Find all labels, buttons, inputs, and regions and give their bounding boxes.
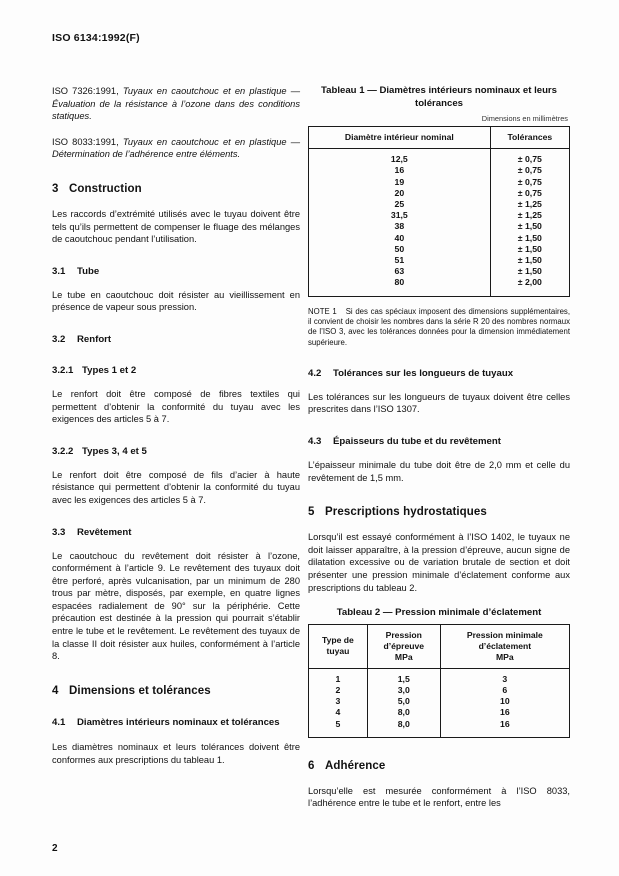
table-header-row [309, 624, 570, 668]
header-line: d’épreuve [383, 640, 425, 651]
reference-id: ISO 8033:1991, [52, 136, 123, 147]
clause-number: 3.2.1 [52, 364, 74, 376]
table-1-caption: Tableau 1 — Diamètres intérieurs nominaux et leurs tolérances [320, 85, 557, 109]
cell-test-pressure: 3,0 [367, 685, 440, 696]
clause-number: 4.2 [308, 367, 322, 379]
paragraph-clause-3-3: Le caoutchouc du revêtement doit résister à l’ozone, conformément à l’article 9. Le revêtement des tuyaux doit être perforé, après vulcanisation, par un minimum de 280 trous par mètre, disposés, par exemple, en quatre lignes espacées radialement de 90° sur la périphérie. Cette précaution est destinée à la pression qui pourrait s’établir entre le tube et le revêtement. Le revêtement des tuyaux de la classe II doit résister aux huiles, conformément à l’article 8. [52, 550, 300, 662]
paragraph-clause-6: Lorsqu’elle est mesurée conformément à l’ISO 8033, l’adhérence entre le tube et le renfort, entre les [308, 785, 570, 809]
table-row [309, 266, 570, 277]
cell-burst-pressure: 10 [440, 696, 569, 707]
paragraph-clause-3-2-1: Le renfort doit être composé de fibres textiles qui permettent d’obtenir la conformité du tuyau avec les exigences des articles 5 à 7. [52, 388, 300, 425]
table-row [309, 244, 570, 255]
paragraph-clause-3: Les raccords d’extrémité utilisés avec le tuyau doivent être tels qu’ils permettent de compenser le fluage des mélanges de caoutchouc pendant l’utilisation. [52, 208, 300, 245]
table-1-head [309, 127, 570, 149]
clause-title: Types 1 et 2 [82, 364, 137, 376]
clause-title: Prescriptions hydrostatiques [325, 506, 487, 519]
cell-diameter: 25 [394, 199, 405, 209]
clause-title: Épaisseurs du tube et du revêtement [333, 436, 501, 447]
cell-test-pressure: 8,0 [367, 707, 440, 718]
table-row [309, 177, 570, 188]
table-row [309, 233, 570, 244]
clause-title: Construction [69, 182, 142, 195]
cell-tolerance: ± 0,75 [490, 188, 569, 199]
header-line: d’éclatement [478, 640, 532, 651]
table-row [309, 277, 570, 296]
heading-clause-3-2 [52, 334, 300, 345]
clause-title: Dimensions et tolérances [69, 684, 211, 697]
clause-number: 4.3 [308, 436, 322, 447]
cell-diameter: 80 [394, 277, 405, 288]
note-label: NOTE 1 [308, 306, 337, 316]
cell-tolerance: ± 1,25 [490, 210, 569, 221]
paragraph-clause-4-1: Les diamètres nominaux et leurs tolérances doivent être conformes aux prescriptions du tableau 1. [52, 742, 300, 765]
heading-clause-3 [52, 183, 300, 195]
cell-diameter: 40 [394, 232, 405, 243]
clause-title: Tolérances sur les longueurs de tuyaux [333, 367, 514, 379]
paragraph-clause-4-3: L’épaisseur minimale du tube doit être de 2,0 mm et celle du revêtement de 1,5 mm. [308, 460, 570, 483]
table-1-note [308, 307, 570, 348]
cell-diameter: 19 [394, 176, 405, 187]
table-header-row [309, 127, 570, 149]
table-2-col-type [309, 624, 368, 668]
cell-diameter: 12,5 [390, 154, 408, 165]
table-2-head [309, 624, 570, 668]
cell-test-pressure: 8,0 [367, 719, 440, 738]
heading-clause-4-2 [308, 368, 570, 379]
table-1-col-tolerance: Tolérances [490, 127, 569, 149]
header-line: Type de [322, 635, 354, 646]
paragraph-clause-3-2-2: Le renfort doit être composé de fils d’acier à haute résistance qui permettent d’obtenir la conformité du tuyau avec les exigences des articles 5 à 7. [52, 469, 300, 505]
clause-number: 5 [308, 506, 315, 519]
cell-tolerance: ± 1,50 [490, 233, 569, 244]
table-1-units-note: Dimensions en millimètres [481, 114, 568, 124]
header-line: MPa [496, 651, 514, 662]
cell-diameter: 20 [394, 187, 405, 198]
table-row [309, 719, 570, 738]
clause-number: 6 [308, 759, 315, 772]
cell-tolerance: ± 1,25 [490, 199, 569, 210]
reference-id: ISO 7326:1991, [52, 86, 123, 96]
cell-test-pressure: 1,5 [367, 668, 440, 685]
cell-burst-pressure: 16 [440, 707, 569, 718]
cell-diameter: 51 [394, 255, 405, 266]
cell-tolerance: ± 0,75 [490, 165, 569, 176]
cell-diameter: 31,5 [390, 210, 408, 221]
cell-type: 1 [335, 673, 341, 684]
heading-clause-6 [308, 760, 570, 772]
cell-type: 4 [335, 707, 341, 718]
cell-diameter: 38 [394, 221, 405, 232]
clause-number: 3.1 [52, 265, 66, 277]
cell-diameter: 63 [394, 266, 405, 277]
table-row [309, 668, 570, 685]
clause-number: 3 [52, 182, 59, 195]
clause-number: 4.1 [52, 716, 66, 728]
clause-number: 3.3 [52, 526, 66, 538]
cell-tolerance: ± 1,50 [490, 244, 569, 255]
cell-type: 5 [335, 718, 341, 729]
table-row [309, 685, 570, 696]
cell-type: 3 [335, 696, 341, 707]
table-row [309, 188, 570, 199]
clause-title: Diamètres intérieurs nominaux et tolérances [77, 716, 280, 728]
clause-number: 3.2 [52, 333, 66, 345]
right-column [308, 85, 570, 810]
header-line: MPa [394, 651, 413, 662]
heading-clause-3-1 [52, 266, 300, 277]
heading-clause-3-2-2 [52, 446, 300, 457]
table-2-col-test-pressure [367, 624, 440, 668]
header-line: Pression minimale [466, 629, 543, 640]
table-2-col-burst-pressure [440, 624, 569, 668]
table-row [309, 707, 570, 718]
clause-title: Renfort [77, 333, 112, 345]
heading-clause-4-1 [52, 717, 300, 730]
paragraph-clause-3-1: Le tube en caoutchouc doit résister au vieillissement en présence de vapeur sous pression. [52, 289, 300, 313]
heading-clause-3-2-1 [52, 365, 300, 376]
cell-tolerance: ± 0,75 [490, 177, 569, 188]
paragraph-clause-4-2: Les tolérances sur les longueurs de tuyaux doivent être celles prescrites dans l’ISO 1307. [308, 391, 570, 415]
normative-reference-iso7326 [52, 85, 300, 123]
clause-title: Types 3, 4 et 5 [82, 445, 147, 457]
cell-tolerance: ± 1,50 [490, 266, 569, 277]
table-row [309, 165, 570, 176]
table-1 [308, 126, 570, 296]
cell-tolerance: ± 2,00 [490, 277, 569, 296]
clause-title: Adhérence [325, 759, 386, 772]
table-2 [308, 624, 570, 738]
heading-clause-4-3 [308, 436, 570, 447]
reference-title: Tuyaux en caoutchouc et en plastique — Détermination de l’adhérence entre éléments. [52, 136, 301, 160]
cell-tolerance: ± 1,50 [490, 255, 569, 266]
header-line: tuyau [326, 646, 350, 657]
table-row [309, 199, 570, 210]
reference-title: Tuyaux en caoutchouc et en plastique — Évaluation de la résistance à l’ozone dans des conditions statiques. [52, 86, 301, 122]
cell-tolerance: ± 0,75 [490, 149, 569, 166]
heading-clause-3-3 [52, 527, 300, 538]
table-row [309, 255, 570, 266]
cell-diameter: 50 [394, 243, 405, 254]
table-row [309, 149, 570, 166]
cell-test-pressure: 5,0 [367, 696, 440, 707]
cell-diameter: 16 [394, 165, 405, 176]
document-header: ISO 6134:1992(F) [52, 32, 140, 44]
clause-title: Tube [77, 265, 100, 277]
cell-burst-pressure: 16 [440, 719, 569, 738]
clause-number: 3.2.2 [52, 445, 74, 457]
cell-type: 2 [335, 684, 341, 695]
heading-clause-4 [52, 685, 300, 697]
table-1-body [309, 149, 570, 296]
left-column [52, 85, 300, 767]
cell-burst-pressure: 3 [440, 668, 569, 685]
normative-reference-iso8033 [52, 136, 300, 161]
table-1-col-diameter: Diamètre intérieur nominal [309, 127, 491, 149]
cell-burst-pressure: 6 [440, 685, 569, 696]
table-row [309, 210, 570, 221]
table-row [309, 221, 570, 232]
clause-title: Revêtement [77, 526, 132, 538]
clause-number: 4 [52, 684, 59, 697]
heading-clause-5 [308, 506, 570, 518]
table-2-body [309, 668, 570, 737]
page-number: 2 [52, 843, 58, 854]
table-row [309, 696, 570, 707]
cell-tolerance: ± 1,50 [490, 221, 569, 232]
header-line: Pression [385, 629, 422, 640]
note-text: Si des cas spéciaux imposent des dimensions supplémentaires, il convient de choisir les nombres dans la série R 20 des nombres normaux de l’ISO 3, avec les tolérances données pour la dimension immédiatement supérieure. [308, 306, 571, 347]
paragraph-clause-5: Lorsqu’il est essayé conformément à l’ISO 1402, le tuyaux ne doit laisser apparaître, à la pression d’épreuve, aucun signe de dilatation excessive ou de variation brutale de section et doit présenter une pression minimale d’éclatement conforme aux prescriptions du tableau 2. [308, 532, 570, 593]
table-2-caption: Tableau 2 — Pression minimale d’éclatement [336, 607, 542, 619]
